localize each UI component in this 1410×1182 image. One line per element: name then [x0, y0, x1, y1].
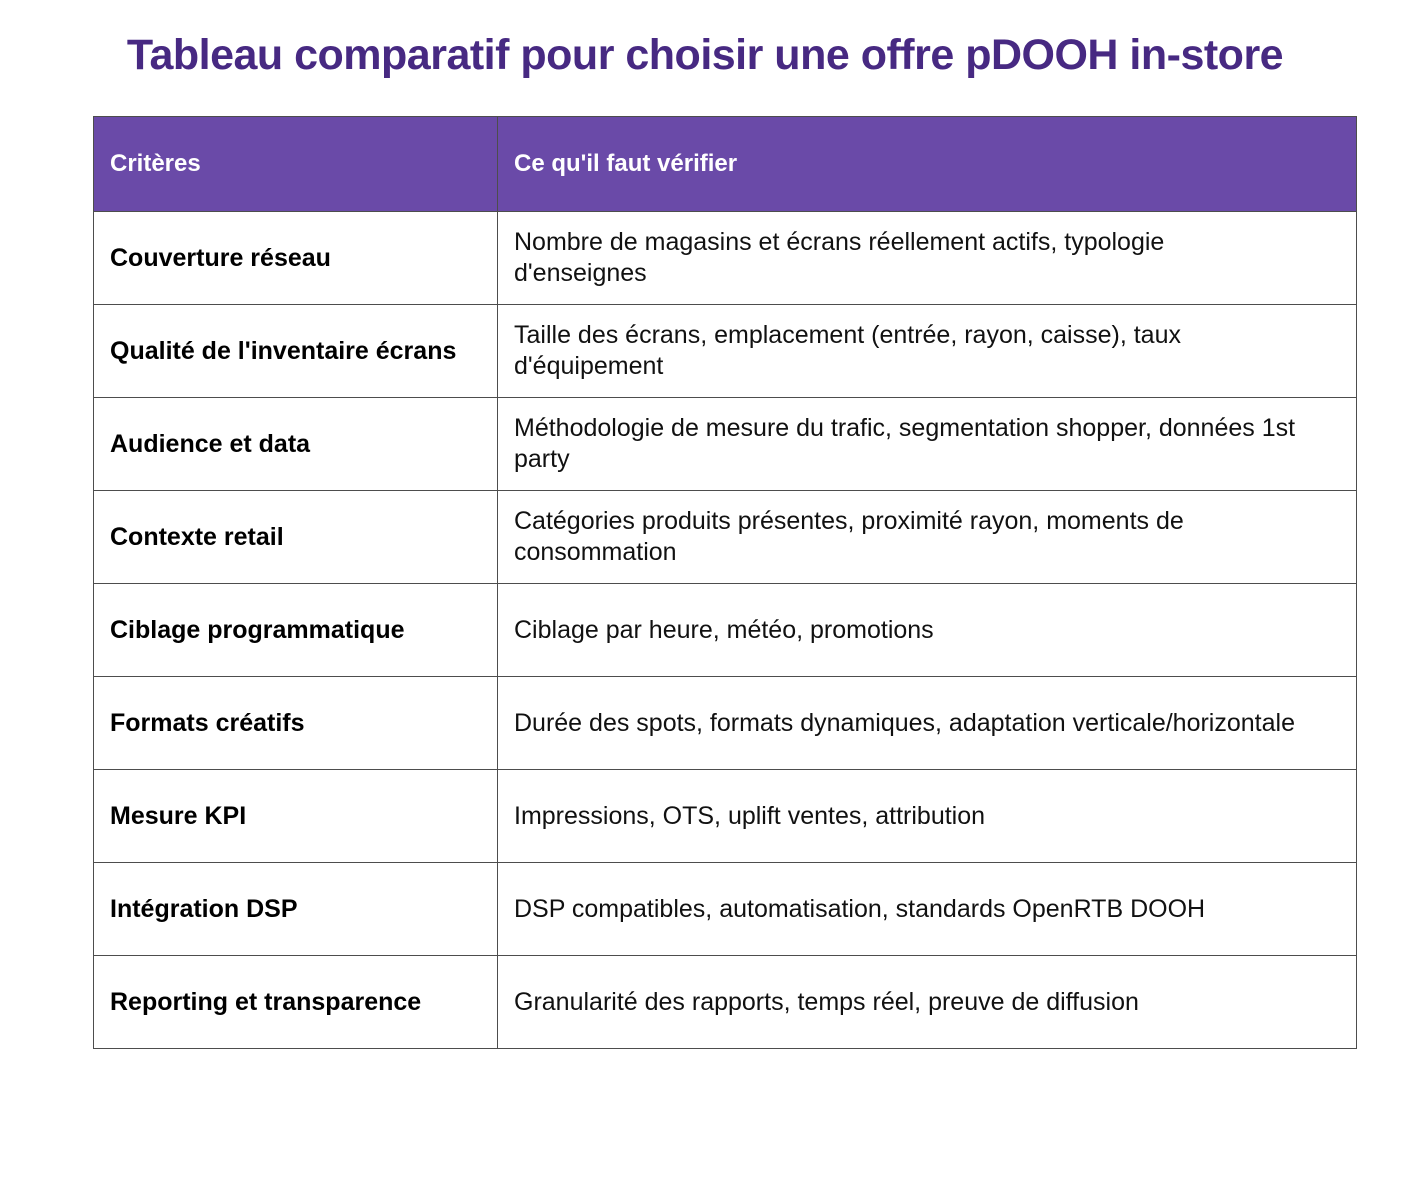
check-cell: Catégories produits présentes, proximité rayon, moments de consommation [498, 491, 1357, 584]
criterion-cell: Qualité de l'inventaire écrans [94, 305, 498, 398]
table-row [94, 398, 1357, 491]
check-cell: Durée des spots, formats dynamiques, adaptation verticale/horizontale [498, 677, 1357, 770]
check-cell: Nombre de magasins et écrans réellement actifs, typologie d'enseignes [498, 212, 1357, 305]
table-row [94, 212, 1357, 305]
criterion-cell: Audience et data [94, 398, 498, 491]
check-cell: Impressions, OTS, uplift ventes, attribution [498, 770, 1357, 863]
table-row [94, 491, 1357, 584]
column-header-criteres: Critères [94, 117, 498, 212]
criterion-cell: Ciblage programmatique [94, 584, 498, 677]
table-row [94, 584, 1357, 677]
criterion-cell: Intégration DSP [94, 863, 498, 956]
check-cell: Ciblage par heure, météo, promotions [498, 584, 1357, 677]
page-title: Tableau comparatif pour choisir une offre pDOOH in-store [126, 31, 1284, 79]
table-row [94, 677, 1357, 770]
criterion-cell: Couverture réseau [94, 212, 498, 305]
criterion-cell: Contexte retail [94, 491, 498, 584]
table-body [94, 212, 1357, 1049]
header-row [94, 117, 1357, 212]
criterion-cell: Formats créatifs [94, 677, 498, 770]
comparison-table [93, 116, 1357, 1049]
table-header [94, 117, 1357, 212]
check-cell: DSP compatibles, automatisation, standards OpenRTB DOOH [498, 863, 1357, 956]
criterion-cell: Reporting et transparence [94, 956, 498, 1049]
table-row [94, 305, 1357, 398]
table-row [94, 863, 1357, 956]
check-cell: Méthodologie de mesure du trafic, segmentation shopper, données 1st party [498, 398, 1357, 491]
table-row [94, 770, 1357, 863]
check-cell: Granularité des rapports, temps réel, preuve de diffusion [498, 956, 1357, 1049]
criterion-cell: Mesure KPI [94, 770, 498, 863]
column-header-verification: Ce qu'il faut vérifier [498, 117, 1357, 212]
table-row [94, 956, 1357, 1049]
check-cell: Taille des écrans, emplacement (entrée, rayon, caisse), taux d'équipement [498, 305, 1357, 398]
